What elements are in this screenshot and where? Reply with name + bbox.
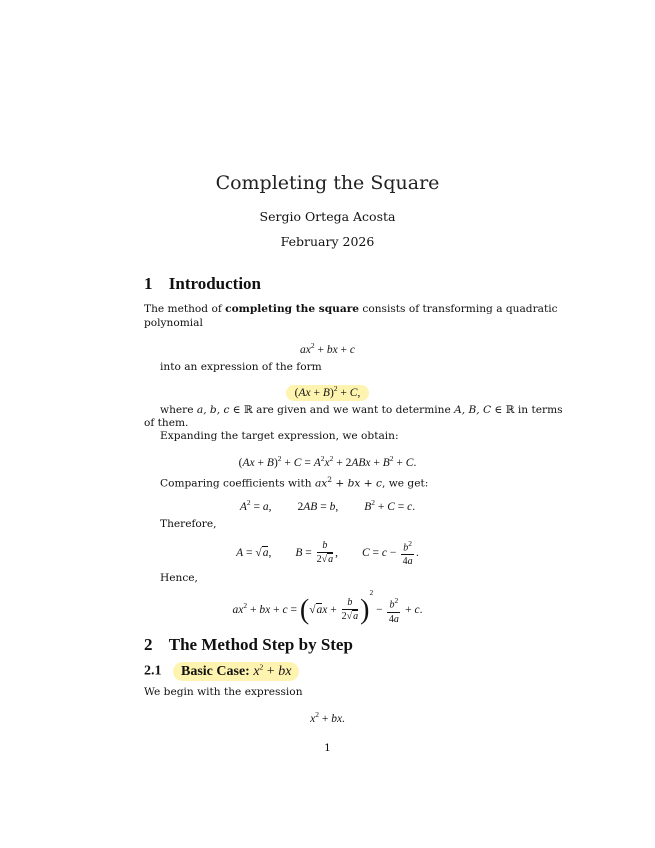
equation-expanded: $(Ax + B)^2 + C = A^2x^2 + 2ABx + B^2 + C$.: [238, 454, 417, 469]
bold-term: completing the square: [225, 303, 360, 315]
text-run: The method of: [144, 303, 222, 315]
fraction: $\frac{b}{2√a}$: [316, 540, 334, 566]
fraction: $\frac{b}{2√a}$: [341, 597, 359, 623]
text-run: , we get:: [381, 477, 429, 490]
begin-text: We begin with the expression: [144, 686, 303, 698]
therefore-text: Therefore,: [160, 518, 217, 530]
section-title: The Method Step by Step: [168, 635, 353, 654]
hence-text: Hence,: [160, 572, 198, 584]
intro-paragraph-line-1: [144, 302, 558, 316]
subsection-2-1-heading: [144, 662, 299, 680]
intro-paragraph-line-2: polynomial: [144, 317, 203, 329]
equation-target-form: [0, 384, 655, 399]
paper-title: Completing the Square: [215, 172, 440, 194]
highlighted-equation: $(Ax + B)^2 + C$,: [286, 385, 370, 401]
section-1-heading: [144, 274, 261, 294]
section-number: 1: [144, 274, 153, 293]
fraction: $\frac{b^2}{4a}$: [402, 539, 413, 568]
section-title: Introduction: [168, 274, 262, 293]
equation-quadratic: $ax^2$ + bx + c: [299, 341, 356, 356]
text-run: in terms: [517, 404, 563, 416]
section-2-heading: [144, 635, 353, 655]
paper-date: February 2026: [280, 234, 375, 249]
where-line-1: where a, b, c ∈ ℝ are given and we want to determine A, B, C ∈ ℝ in terms: [160, 404, 563, 416]
equation-solution: A = √a, B = $\frac{b}{2√a}$ , C = c − $\frac{b^2}{4a}$ .: [236, 539, 419, 568]
into-form-text: into an expression of the form: [160, 361, 322, 373]
highlighted-subsection-title: Basic Case: $x^2$ + bx: [173, 662, 299, 681]
equation-completed-square: $ax^2$ + bx + c = (√ax + $\frac{b}{2√a}$ )$^2$ − $\frac{b^2}{4a}$ + c.: [232, 588, 423, 626]
section-number: 2: [144, 635, 153, 654]
paper-author: Sergio Ortega Acosta: [259, 209, 396, 224]
text-run: consists of transforming a quadratic: [362, 303, 558, 315]
fraction: $\frac{b^2}{4a}$: [388, 596, 399, 625]
subsection-title: Basic Case:: [181, 663, 250, 679]
text-run: are given and we want to determine: [256, 404, 451, 416]
expanding-text: Expanding the target expression, we obtain:: [160, 430, 399, 442]
page-number: 1: [324, 742, 331, 754]
text-run: Comparing coefficients with: [160, 477, 312, 490]
equation-coefficients: $A^2 = a$, 2AB = b, $B^2 + C = c$.: [239, 498, 416, 513]
equation-basic: $x^2$ + bx.: [310, 710, 345, 725]
subsection-number: 2.1: [144, 663, 162, 679]
where-line-2: of them.: [144, 417, 189, 429]
comparing-text: Comparing coefficients with $ax^2$ + bx + c, we get:: [160, 475, 429, 490]
